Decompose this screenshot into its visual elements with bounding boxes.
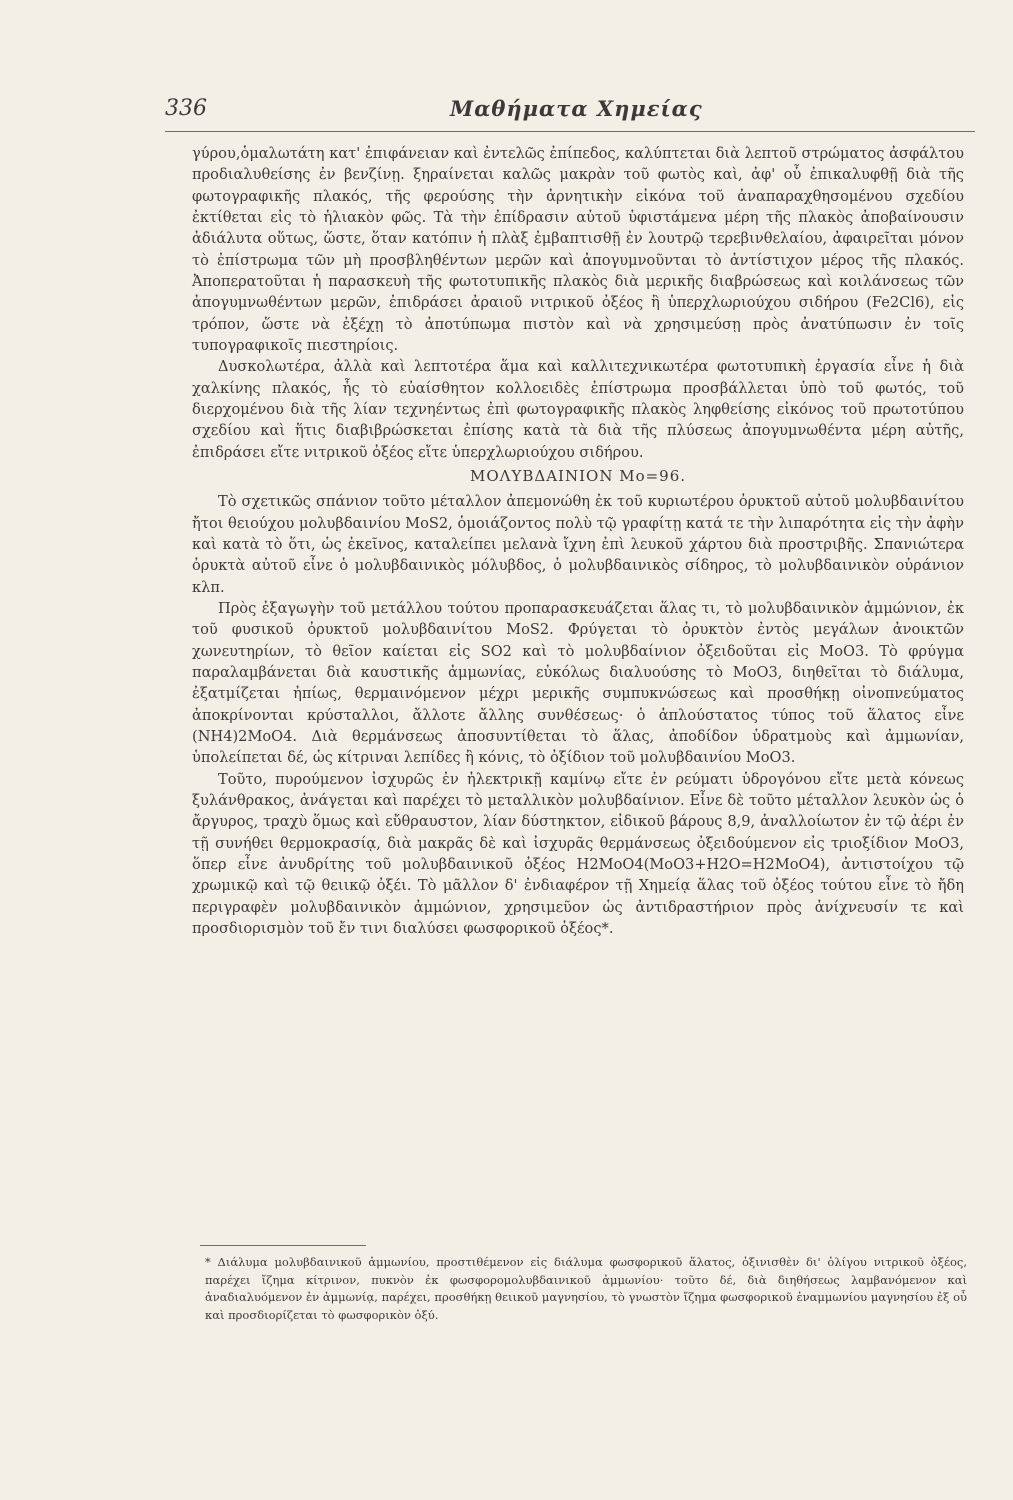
header-rule bbox=[165, 131, 975, 132]
paragraph-extraction: Πρὸς ἐξαγωγὴν τοῦ μετάλλου τούτου προπαρασκευάζεται ἅλας τι, τὸ μολυβδαινικὸν ἀμμώνιον, ἐκ τοῦ φυσικοῦ ὀρυκτοῦ μολυβδαινίτου MoS2. Φρύγεται τὸ ὀρυκτὸν ἐντὸς μεγάλων ἀνοικτῶν χωνευτηρίων, τὸ θεῖον καίεται εἰς SO2 καὶ τὸ μολυβδαίνιον ὀξειδοῦται εἰς MoO3. Τὸ φρύγμα παραλαμβάνεται διὰ καυστικῆς ἀμμωνίας, εὐκόλως διαλυούσης τὸ MoO3, διηθεῖται τὸ διάλυμα, ἐξατμίζεται ἠπίως, θερμαινόμενον μέχρι μερικῆς συμπυκνώσεως καὶ προσθήκῃ οἰνοπνεύματος ἀποκρίνονται κρύσταλλοι, ἄλλοτε ἄλλης συνθέσεως· ὁ ἁπλούστατος τύπος τοῦ ἅλατος εἶνε (NH4)2MoO4. Διὰ θερμάνσεως ἀποσυντίθεται τὸ ἅλας, ἀποδίδον ὑδρατμοὺς καὶ ἀμμωνίαν, ὑπολείπεται δέ, ὡς κίτριναι λεπίδες ἢ κόνις, τὸ ὀξίδιον τοῦ μολυβδαινίου MoO3. bbox=[192, 599, 964, 767]
paragraph-continuation: γύρου,ὁμαλωτάτη κατ' ἐπιφάνειαν καὶ ἐντελῶς ἐπίπεδος, καλύπτεται διὰ λεπτοῦ στρώματος ἀσφάλτου προδιαλυθείσης ἐν βενζίνῃ. ξηραίνεται καλῶς μακρὰν τοῦ φωτὸς καὶ, ἀφ' οὗ ἐπικαλυφθῇ διὰ τῆς φωτογραφικῆς πλακός, τῆς φερούσης τὴν ἀρνητικὴν εἰκόνα τοῦ ἀναπαραχθησομένου σχεδίου ἐκτίθεται εἰς τὸ ἡλιακὸν φῶς. Τὰ τὴν ἐπίδρασιν αὐτοῦ ὑφιστάμενα μέρη τῆς πλακὸς ἀποβαίνουσιν ἀδιάλυτα οὕτως, ὥστε, ὅταν κατόπιν ἡ πλὰξ ἐμβαπτισθῇ ἐν λουτρῷ τερεβινθελαίου, ἀφαιρεῖται μόνον τὸ ἐπίστρωμα τῶν μὴ προσβληθέντων μερῶν καὶ ἀπογυμνοῦνται τὸ ἀντίστιχον μέρος τῆς πλακός. Ἀποπερατοῦται ἡ παρασκευὴ τῆς φωτοτυπικῆς πλακὸς διὰ μερικῆς διαβρώσεως καὶ κοιλάνσεως τῶν ἀπογυμνωθέντων μερῶν, ἐπιδράσει ἀραιοῦ νιτρικοῦ ὀξέος ἢ ὑπερχλωριούχου σιδήρου (Fe2Cl6), εἰς τρόπον, ὥστε νὰ ἐξέχῃ τὸ ἀποτύπωμα πιστὸν καὶ νὰ χρησιμεύσῃ πρὸς ἀνατύπωσιν ἐν τοῖς τυπογραφικοῖς πιεστηρίοις. bbox=[192, 145, 964, 355]
paragraph-copper-plate: Δυσκολωτέρα, ἀλλὰ καὶ λεπτοτέρα ἅμα καὶ καλλιτεχνικωτέρα φωτοτυπικὴ ἐργασία εἶνε ἡ διὰ χαλκίνης πλακός, ἧς τὸ εὐαίσθητον κολλοειδὲς ἐπίστρωμα προσβάλλεται ὑπὸ τοῦ φωτός, τοῦ διερχομένου διὰ τῆς λίαν τεχνηέντως ἐπὶ φωτογραφικῆς πλακὸς ληφθείσης εἰκόνος τοῦ πρωτοτύπου σχεδίου καὶ ἥτις διαβιβρώσκεται ἐπίσης κατὰ τὰ διὰ τῆς πλύσεως ἀπογυμνωθέντα μέρη αὐτῆς, ἐπιδράσει εἴτε νιτρικοῦ ὀξέος εἴτε ὑπερχλωριούχου σιδήρου. bbox=[192, 358, 964, 461]
paragraph-ores: Τὸ σχετικῶς σπάνιον τοῦτο μέταλλον ἀπεμονώθη ἐκ τοῦ κυριωτέρου ὀρυκτοῦ αὐτοῦ μολυβδαινίτου ἤτοι θειούχου μολυβδαινίου MoS2, ὁμοιάζοντος πολὺ τῷ γραφίτῃ κατά τε τὴν λιπαρότητα εἰς τὴν ἀφὴν καὶ κατὰ τὸ ὅτι, ὡς ἐκεῖνος, καταλείπει μελανὰ ἴχνη ἐπὶ λευκοῦ χάρτου διὰ προστριβῆς. Σπανιώτερα ὀρυκτὰ αὐτοῦ εἶνε ὁ μολυβδαινικὸς μόλυβδος, ὁ μολυβδαινικὸς σίδηρος, τὸ μολυβδαινικὸν οὐράνιον κλπ. bbox=[192, 493, 964, 596]
footnote-rule bbox=[200, 1245, 366, 1246]
paragraph-properties: Τοῦτο, πυρούμενον ἰσχυρῶς ἐν ἠλεκτρικῇ καμίνῳ εἴτε ἐν ρεύματι ὑδρογόνου εἴτε μετὰ κόνεως ξυλάνθρακος, ἀνάγεται καὶ παρέχει τὸ μεταλλικὸν μολυβδαίνιον. Εἶνε δὲ τοῦτο μέταλλον λευκὸν ὡς ὁ ἄργυρος, τραχὺ ὅμως καὶ εὔθραυστον, λίαν δύστηκτον, εἰδικοῦ βάρους 8,9, ἀναλλοίωτον ἐν τῷ ἀέρι ἐν τῇ συνήθει θερμοκρασίᾳ, διὰ μακρᾶς δὲ καὶ ἰσχυρᾶς θερμάνσεως ὀξειδούμενον εἰς τριοξίδιον MoO3, ὅπερ εἶνε ἀνυδρίτης τοῦ μολυβδαινικοῦ ὀξέος H2MoO4(MoO3+H2O=H2MoO4), ἀντιστοίχου τῷ χρωμικῷ καὶ τῷ θειικῷ ὀξέι. Τὸ μᾶλλον δ' ἐνδιαφέρον τῇ Χημείᾳ ἅλας τοῦ ὀξέος τούτου εἶνε τὸ ἤδη περιγραφὲν μολυβδαινικὸν ἀμμώνιον, χρησιμεῦον ὡς ἀντιδραστήριον πρὸς ἀνίχνευσίν τε καὶ προσδιορισμὸν τοῦ ἔν τινι διαλύσει φωσφορικοῦ ὀξέος*. bbox=[192, 770, 964, 938]
footnote: * Διάλυμα μολυβδαινικοῦ ἀμμωνίου, προστιθέμενον εἰς διάλυμα φωσφορικοῦ ἅλατος, ὀξινισθὲν δι' ὀλίγου νιτρικοῦ ὀξέος, παρέχει ἴζημα κίτρινον, πυκνὸν ἐκ φωσφορομολυβδαινικοῦ ἀμμωνίου· τοῦτο δέ, διὰ διηθήσεως λαμβανόμενον καὶ ἀναδιαλυόμενον ἐν ἀμμωνίᾳ, παρέχει, προσθήκῃ θειικοῦ μαγνησίου, τὸ γνωστὸν ἴζημα φωσφορικοῦ ἐναμμωνίου μαγνησίου ἐξ οὗ καὶ προσδιορίζεται τὸ φωσφορικὸν ὀξύ. bbox=[205, 1255, 967, 1322]
running-title: Μαθήματα Χημείας bbox=[450, 96, 703, 121]
running-head bbox=[165, 96, 975, 130]
page-number: 336 bbox=[165, 96, 207, 121]
body-text bbox=[192, 143, 964, 939]
section-heading-molybdenum: ΜΟΛΥΒΔΑΙΝΙΟΝ Mo=96. bbox=[469, 467, 687, 486]
